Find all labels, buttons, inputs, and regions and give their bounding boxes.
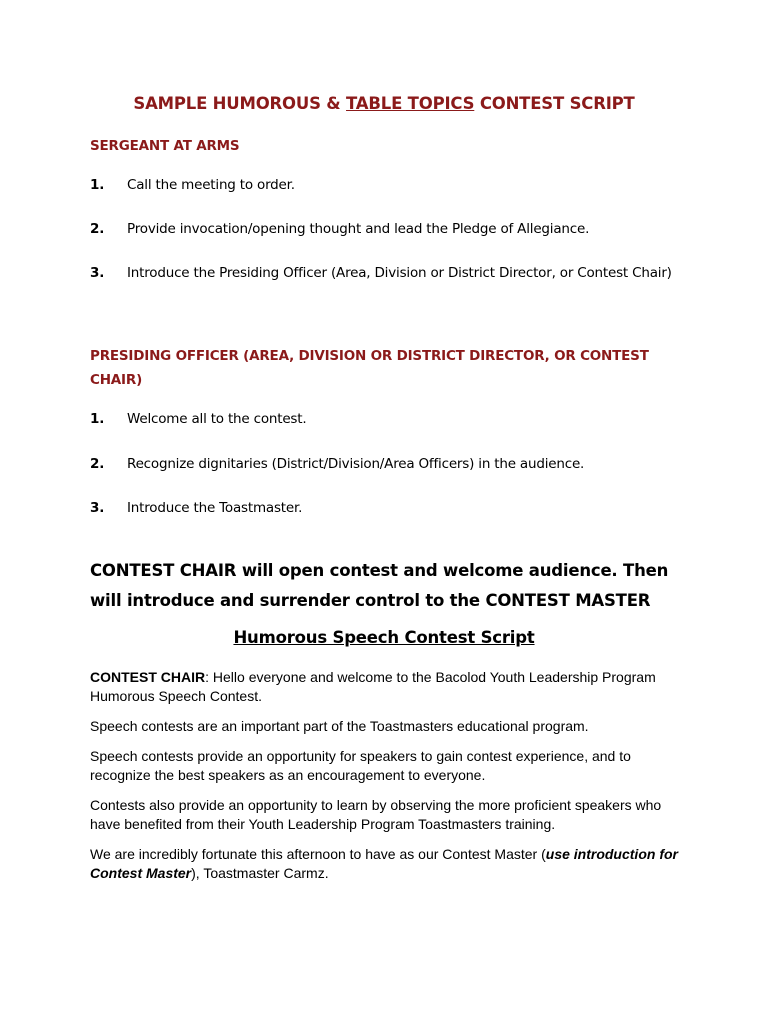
list-item-text: Welcome all to the contest. <box>127 411 307 427</box>
list-item <box>90 174 690 196</box>
list-item-text: Provide invocation/opening thought and lead the Pledge of Allegiance. <box>127 221 590 237</box>
paragraph: Speech contests are an important part of the Toastmasters educational program. <box>90 718 589 734</box>
list-item-number: 3. <box>90 500 105 516</box>
list-item-text: Introduce the Toastmaster. <box>127 500 303 516</box>
script-subtitle: Humorous Speech Contest Script <box>233 628 535 647</box>
list-item <box>90 218 690 240</box>
paragraph: Speech contests provide an opportunity for speakers to gain contest experience, and to recognize the best speakers as an encouragement to everyone. <box>90 748 631 783</box>
paragraph-text: ), Toastmaster Carmz. <box>191 864 329 881</box>
list-item-text: Introduce the Presiding Officer (Area, Division or District Director, or Contest Chair) <box>127 265 672 281</box>
list-item-text: Call the meeting to order. <box>127 177 295 193</box>
speaker-label: CONTEST CHAIR <box>90 669 206 685</box>
section-heading-presiding-officer: PRESIDING OFFICER (AREA, DIVISION OR DISTRICT DIRECTOR, OR CONTEST CHAIR) <box>90 348 649 388</box>
list-item-number: 1. <box>90 411 105 427</box>
list-item-number: 1. <box>90 177 105 193</box>
list-item-number: 2. <box>90 221 105 237</box>
document-title <box>0 94 768 113</box>
list-item <box>90 497 690 519</box>
paragraph: Contests also provide an opportunity to learn by observing the more proficient speakers who have benefited from their Youth Leadership Program Toastmasters training. <box>90 797 662 832</box>
list-item <box>90 408 690 430</box>
title-part-2-underlined: TABLE TOPICS <box>346 94 475 113</box>
list-item-number: 2. <box>90 456 105 472</box>
paragraph <box>90 845 690 882</box>
stage-direction: use introduction for Contest Master <box>90 846 678 881</box>
list-item-number: 3. <box>90 265 105 281</box>
paragraph-text: We are incredibly fortunate this afternoon to have as our Contest Master ( <box>90 846 546 862</box>
title-part-3: CONTEST SCRIPT <box>474 94 635 113</box>
paragraph <box>90 668 690 705</box>
list-item <box>90 262 690 284</box>
contest-chair-announcement: CONTEST CHAIR will open contest and welcome audience. Then will introduce and surrender control to the CONTEST MASTER <box>90 561 669 610</box>
section-heading-sergeant-at-arms: SERGEANT AT ARMS <box>90 138 240 154</box>
paragraph-text: : Hello everyone and welcome to the Bacolod Youth Leadership Program Humorous Speech Contest. <box>90 669 656 704</box>
title-part-1: SAMPLE HUMOROUS & <box>133 94 347 113</box>
list-item-text: Recognize dignitaries (District/Division/Area Officers) in the audience. <box>127 456 585 472</box>
list-item <box>90 453 690 475</box>
